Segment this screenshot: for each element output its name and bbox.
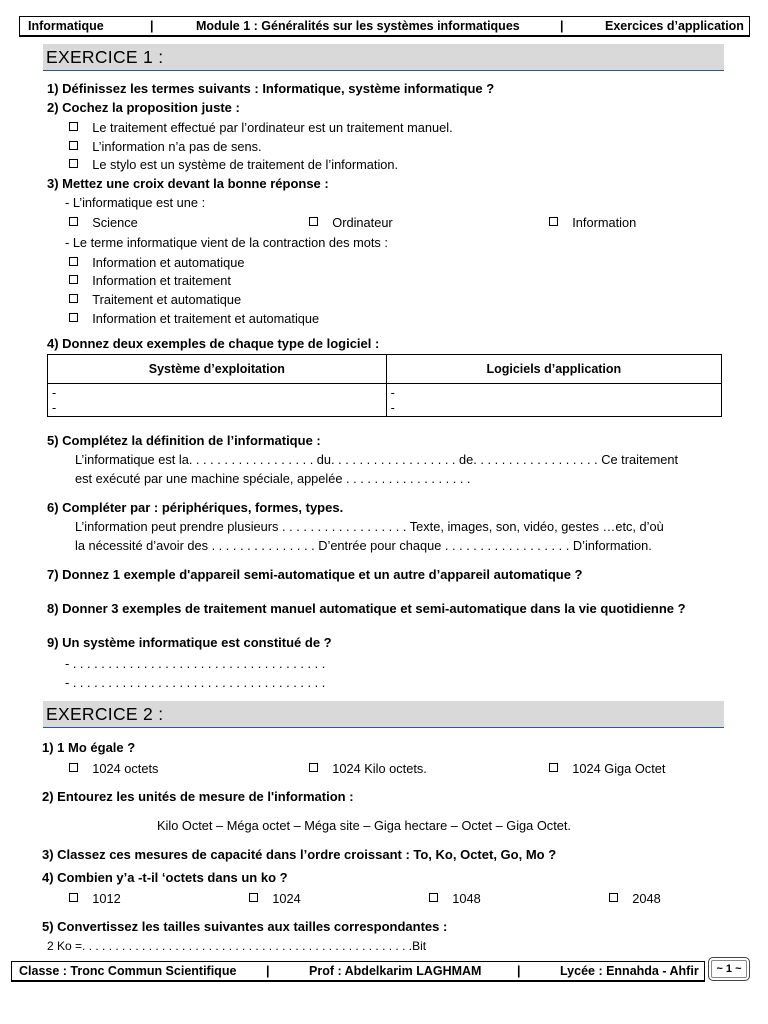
table-header-os: Système d’exploitation [48, 355, 387, 384]
checkbox-icon[interactable] [429, 893, 438, 902]
ex2-question-4: 4) Combien y’a -t-il ‘octets dans un ko ? [42, 870, 288, 885]
q3b-option-1[interactable]: Information et automatique [69, 255, 244, 270]
q3-part-b: - Le terme informatique vient de la contraction des mots : [65, 235, 388, 250]
ex2-q2-units-line: Kilo Octet – Méga octet – Méga site – Giga hectare – Octet – Giga Octet. [157, 818, 571, 833]
question-3: 3) Mettez une croix devant la bonne réponse : [47, 176, 329, 191]
checkbox-icon[interactable] [69, 893, 78, 902]
ex2-question-1: 1) 1 Mo égale ? [42, 740, 136, 755]
checkbox-icon[interactable] [69, 141, 78, 150]
ex2-question-3: 3) Classez ces mesures de capacité dans l’ordre croissant : To, Ko, Octet, Go, Mo ? [42, 847, 557, 862]
q3b-option-2[interactable]: Information et traitement [69, 273, 231, 288]
ex2-q1-option-1[interactable]: 1024 octets [69, 761, 158, 776]
question-8: 8) Donner 3 exemples de traitement manuel automatique et semi-automatique dans la vie quotidienne ? [47, 601, 686, 616]
ex2-question-5: 5) Convertissez les tailles suivantes aux tailles correspondantes : [42, 919, 448, 934]
checkbox-icon[interactable] [69, 763, 78, 772]
footer-prof: Prof : Abdelkarim LAGHMAM [309, 964, 482, 978]
q6-line-2: la nécessité d’avoir des . . . . . . . . . . . . . . . D’entrée pour chaque . . . . . . . . . . . . . . . . . . D’information. [75, 538, 652, 553]
checkbox-icon[interactable] [609, 893, 618, 902]
ex2-q5-line-1: 2 Ko =. . . . . . . . . . . . . . . . . . . . . . . . . . . . . . . . . . . . . . . . . . . . . . . . . .Bit [47, 939, 427, 953]
exercise-1-title: EXERCICE 1 : [46, 47, 164, 67]
q3a-option-1[interactable]: Science [69, 215, 138, 230]
ex2-q1-option-2[interactable]: 1024 Kilo octets. [309, 761, 427, 776]
footer-separator: | [517, 964, 521, 978]
footer-classe: Classe : Tronc Commun Scientifique [19, 964, 237, 978]
checkbox-icon[interactable] [69, 275, 78, 284]
header-type: Exercices d’application [605, 19, 744, 33]
ex2-q1-option-3[interactable]: 1024 Giga Octet [549, 761, 665, 776]
q3b-option-3[interactable]: Traitement et automatique [69, 292, 241, 307]
exercise-2-title-bar [43, 701, 724, 728]
q2-option-3[interactable]: Le stylo est un système de traitement de l’information. [69, 157, 398, 172]
checkbox-icon[interactable] [69, 313, 78, 322]
q3a-option-2[interactable]: Ordinateur [309, 215, 393, 230]
q3b-option-4[interactable]: Information et traitement et automatique [69, 311, 319, 326]
page-number: ~ 1 ~ [708, 957, 750, 981]
question-7: 7) Donnez 1 exemple d'appareil semi-automatique et un autre d’appareil automatique ? [47, 567, 583, 582]
page-header [19, 16, 750, 37]
q3-part-a: - L’informatique est une : [65, 195, 206, 210]
q9-line-1: - . . . . . . . . . . . . . . . . . . . . . . . . . . . . . . . . . . . . [65, 656, 326, 671]
question-2: 2) Cochez la proposition juste : [47, 100, 240, 115]
checkbox-icon[interactable] [69, 217, 78, 226]
q5-line-2: est exécuté par une machine spéciale, appelée . . . . . . . . . . . . . . . . . . [75, 471, 471, 486]
footer-lycee: Lycée : Ennahda - Ahfir [560, 964, 699, 978]
software-examples-table [47, 354, 722, 417]
question-4: 4) Donnez deux exemples de chaque type de logiciel : [47, 336, 380, 351]
ex2-q4-option-2[interactable]: 1024 [249, 891, 301, 906]
checkbox-icon[interactable] [549, 217, 558, 226]
checkbox-icon[interactable] [309, 217, 318, 226]
q6-line-1: L’information peut prendre plusieurs . . . . . . . . . . . . . . . . . . Texte, images, son, vidéo, gestes …etc, d’où [75, 519, 664, 534]
checkbox-icon[interactable] [549, 763, 558, 772]
checkbox-icon[interactable] [69, 294, 78, 303]
checkbox-icon[interactable] [69, 122, 78, 131]
header-module: Module 1 : Généralités sur les systèmes informatiques [196, 19, 520, 33]
q5-line-1: L’informatique est la. . . . . . . . . . . . . . . . . . du. . . . . . . . . . . . . . . . . . de. . . . . . . . . . . . . . . . . . Ce traitement [75, 452, 679, 467]
header-separator: | [560, 19, 564, 33]
q9-line-2: - . . . . . . . . . . . . . . . . . . . . . . . . . . . . . . . . . . . . [65, 675, 326, 690]
checkbox-icon[interactable] [309, 763, 318, 772]
q3a-option-3[interactable]: Information [549, 215, 636, 230]
checkbox-icon[interactable] [69, 257, 78, 266]
header-subject: Informatique [28, 19, 104, 33]
question-5: 5) Complétez la définition de l’informatique : [47, 433, 321, 448]
table-header-apps: Logiciels d’application [386, 355, 721, 384]
q2-option-2[interactable]: L’information n’a pas de sens. [69, 139, 262, 154]
ex2-q4-option-1[interactable]: 1012 [69, 891, 121, 906]
ex2-q4-option-4[interactable]: 2048 [609, 891, 661, 906]
footer-separator: | [266, 964, 270, 978]
table-cell-apps[interactable]: - - [386, 384, 721, 417]
question-6: 6) Compléter par : périphériques, formes, types. [47, 500, 344, 515]
q2-option-1[interactable]: Le traitement effectué par l’ordinateur est un traitement manuel. [69, 120, 453, 135]
question-9: 9) Un système informatique est constitué de ? [47, 635, 332, 650]
ex2-question-2: 2) Entourez les unités de mesure de l'information : [42, 789, 354, 804]
table-cell-os[interactable]: - - [48, 384, 387, 417]
page-footer [11, 961, 705, 982]
checkbox-icon[interactable] [69, 159, 78, 168]
checkbox-icon[interactable] [249, 893, 258, 902]
exercise-2-title: EXERCICE 2 : [46, 704, 164, 724]
exercise-1-title-bar [43, 44, 724, 71]
question-1: 1) Définissez les termes suivants : Informatique, système informatique ? [47, 81, 495, 96]
ex2-q4-option-3[interactable]: 1048 [429, 891, 481, 906]
header-separator: | [150, 19, 154, 33]
